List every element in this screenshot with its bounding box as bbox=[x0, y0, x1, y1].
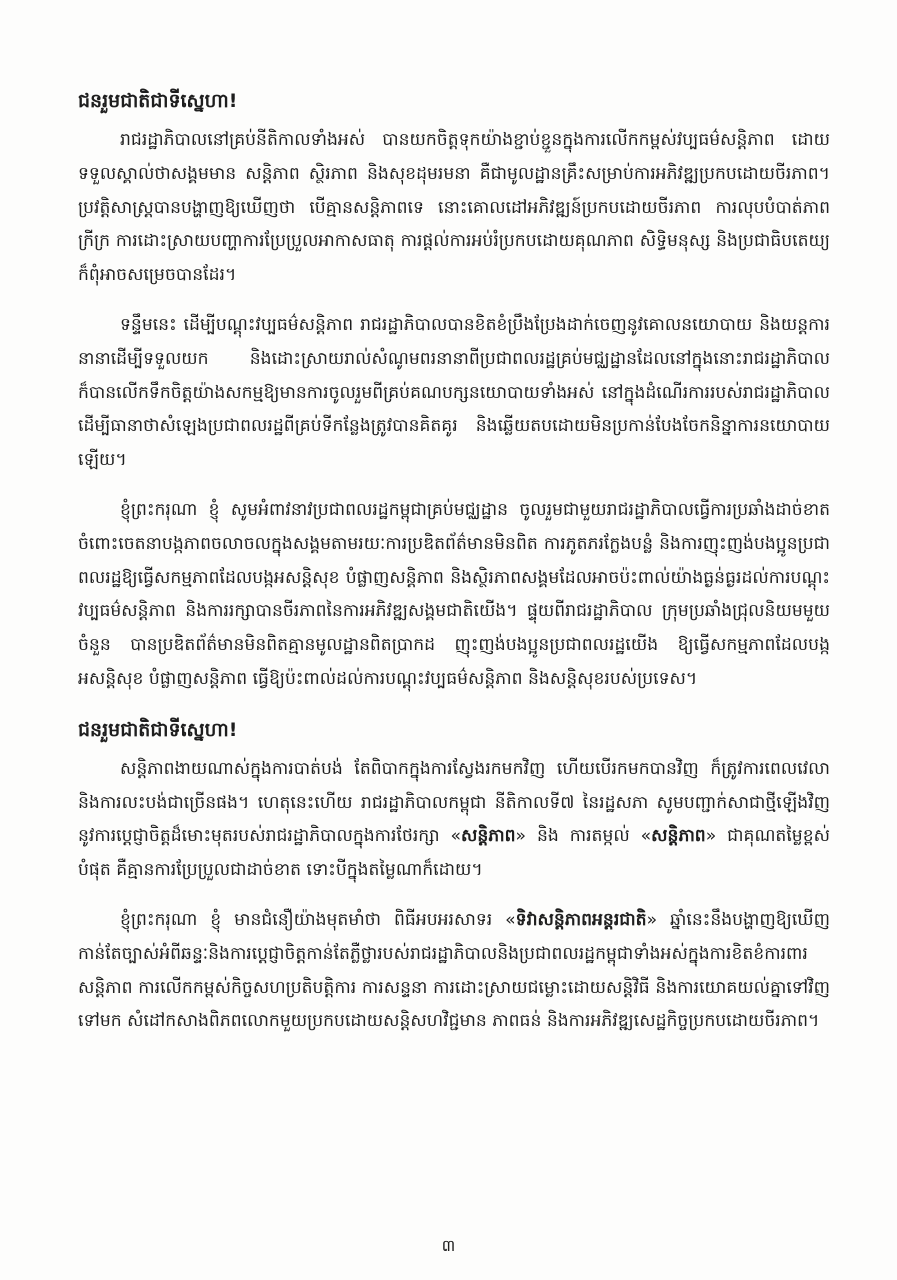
paragraph-text: » ឆ្នាំនេះនឹងបង្ហាញឱ្យឃើញកាន់តែច្បាស់អំពីឆន្ទៈនិងការប្តេជ្ញាចិត្តកាន់តែភ្លឺថ្លារបស់រាជរដ្ឋាភិបាលនិងប្រជាពលរដ្ឋកម្ពុជាទាំងអស់ក្នុងការខិតខំការពារសន្តិភាព ការលើកកម្ពស់កិច្ចសហប្រតិបត្តិការ ការសន្ទនា ការដោះស្រាយជម្លោះដោយសន្តិវិធី និងការយោគយល់គ្នាទៅវិញទៅមក សំដៅកសាងពិភពលោកមួយប្រកបដោយសន្តិសហវិជ្ជមាន ភាពធន់ និងការអភិវឌ្ឍសេដ្ឋកិច្ចប្រកបដោយចីរភាព។ bbox=[78, 909, 830, 1032]
emphasis-international-peace-day: ទិវាសន្តិភាពអន្តរជាតិ bbox=[515, 909, 647, 930]
section-heading: ជនរួមជាតិជាទីស្នេហា! bbox=[78, 90, 238, 112]
paragraph-text: » ជាគុណតម្លៃខ្ពស់បំផុត គឺគ្មានការប្រែប្រួលជាដាច់ខាត ទោះបីក្នុងតម្លៃណាក៏ដោយ។ bbox=[78, 826, 830, 881]
page-number: ៣ bbox=[441, 1236, 456, 1255]
paragraph-text: សន្តិភាពងាយណាស់ក្នុងការបាត់បង់ តែពិបាកក្នុងការស្វែងរកមកវិញ ហើយបើរកមកបានវិញ ក៏ត្រូវការពេលវេលា និងការលះបង់ជាច្រើនផង។ ហេតុនេះហើយ រាជរដ្ឋាភិបាលកម្ពុជា នីតិកាលទី៧ នៃរដ្ឋសភា សូមបញ្ជាក់សាជាថ្មីឡើងវិញ នូវការប្តេជ្ញាចិត្តដ៏មោះមុតរបស់រាជរដ្ឋាភិបាលក្នុងការថែរក្សា « bbox=[78, 758, 830, 847]
paragraph-text: » និង ការតម្កល់ « bbox=[515, 826, 652, 847]
paragraph bbox=[78, 904, 830, 1039]
emphasis-peace: សន្តិភាព bbox=[460, 826, 516, 847]
paragraph bbox=[78, 753, 830, 888]
paragraph-text: ខ្ញុំព្រះករុណា ខ្ញុំ មានជំនឿយ៉ាងមុតមាំថា ពិធីអបអរសាទរ « bbox=[120, 909, 516, 930]
paragraph: ទន្ទឹមនេះ ដើម្បីបណ្តុះវប្បធម៌សន្តិភាព រាជរដ្ឋាភិបាលបានខិតខំប្រឹងប្រែងដាក់ចេញនូវគោលនយោបាយ និងយន្តការនានាដើម្បីទទួលយក និងដោះស្រាយរាល់សំណូមពរនានាពីប្រជាពលរដ្ឋគ្រប់មជ្ឈដ្ឋានដែលនៅក្នុងនោះរាជរដ្ឋាភិបាលក៏បានលើកទឹកចិត្តយ៉ាងសកម្មឱ្យមានការចូលរួមពីគ្រប់គណបក្សនយោបាយទាំងអស់ នៅក្នុងដំណើរការរបស់រាជរដ្ឋាភិបាលដើម្បីធានាថាសំឡេងប្រជាពលរដ្ឋពីគ្រប់ទីកន្លែងត្រូវបានគិតគូរ និងឆ្លើយតបដោយមិនប្រកាន់បែងចែកនិន្នាការនយោបាយឡើយ។ bbox=[78, 314, 830, 471]
paragraph: រាជរដ្ឋាភិបាលនៅគ្រប់នីតិកាលទាំងអស់ បានយកចិត្តទុកយ៉ាងខ្ជាប់ខ្ជួនក្នុងការលើកកម្ពស់វប្បធម៌សន្តិភាព ដោយទទួលស្គាល់ថាសង្គមមាន សន្តិភាព ស្ថិរភាព និងសុខដុមរមនា គឺជាមូលដ្ឋានគ្រឹះសម្រាប់ការអភិវឌ្ឍប្រកបដោយចីរភាព។ ប្រវត្តិសាស្ត្របានបង្ហាញឱ្យឃើញថា បើគ្មានសន្តិភាពទេ នោះគោលដៅអភិវឌ្ឍន៍ប្រកបដោយចីរភាព ការលុបបំបាត់ភាពក្រីក្រ ការដោះស្រាយបញ្ហាការប្រែប្រួលអាកាសធាតុ ការផ្តល់ការអប់រំប្រកបដោយគុណភាព សិទ្ធិមនុស្ស និងប្រជាធិបតេយ្យ ក៏ពុំអាចសម្រេចបានដែរ។ bbox=[78, 130, 830, 286]
emphasis-peace: សន្តិភាព bbox=[651, 826, 706, 847]
paragraph: ខ្ញុំព្រះករុណា ខ្ញុំ សូមអំពាវនាវប្រជាពលរដ្ឋកម្ពុជាគ្រប់មជ្ឈដ្ឋាន ចូលរួមជាមួយរាជរដ្ឋាភិបាលធ្វើការប្រឆាំងដាច់ខាតចំពោះចេតនាបង្កភាពចលាចលក្នុងសង្គមតាមរយៈការប្រឌិតព័ត៌មានមិនពិត ការភូតភរក្លែងបន្លំ និងការញុះញង់បងប្អូនប្រជាពលរដ្ឋឱ្យធ្វើសកម្មភាពដែលបង្កអសន្តិសុខ បំផ្លាញសន្តិភាព និងស្ថិរភាពសង្គមដែលអាចប៉ះពាល់យ៉ាងធ្ងន់ធ្ងរដល់ការបណ្តុះវប្បធម៌សន្តិភាព និងការរក្សាបានចីរភាពនៃការអភិវឌ្ឍសង្គមជាតិយើង។ ផ្ទុយពីរាជរដ្ឋាភិបាល ក្រុមប្រឆាំងជ្រុលនិយមមួយចំនួន បានប្រឌិតព័ត៌មានមិនពិតគ្មានមូលដ្ឋានពិតប្រាកដ ញុះញង់បងប្អូនប្រជាពលរដ្ឋយើង ឱ្យធ្វើសកម្មភាពដែលបង្កអសន្តិសុខ បំផ្លាញសន្តិភាព ធ្វើឱ្យប៉ះពាល់ដល់ការបណ្តុះវប្បធម៌សន្តិភាព និងសន្តិសុខរបស់ប្រទេស។ bbox=[78, 499, 830, 689]
section-heading: ជនរួមជាតិជាទីស្នេហា! bbox=[78, 718, 238, 741]
document-body bbox=[78, 86, 830, 1055]
